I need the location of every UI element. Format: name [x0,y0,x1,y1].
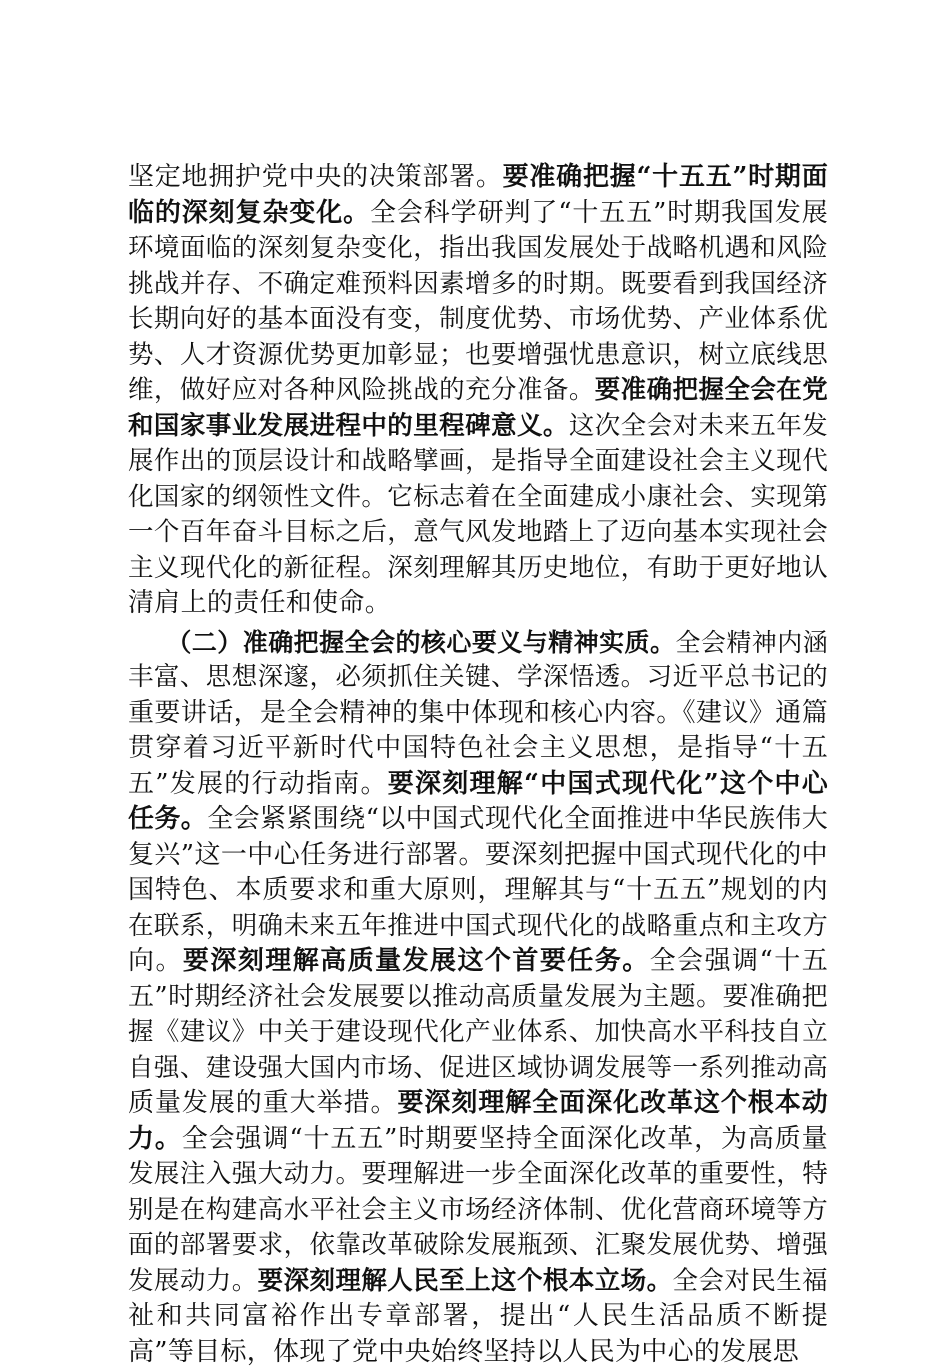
text-run: 在联系，明确未来五年推进中国式现代化的战略重点和主攻方 [128,911,828,941]
text-line [128,1015,828,1051]
text-run: 全会精神内涵 [675,628,828,657]
text-run: 国特色、本质要求和重大原则，理解其与“十五五”规划的内 [128,875,828,905]
text-run: 向。 [128,946,183,976]
text-line [128,1335,828,1370]
text-line [128,1122,828,1158]
text-run: 环境面临的深刻复杂变化，指出我国发展处于战略机遇和风险 [128,233,828,263]
text-line [128,980,828,1016]
text-run: 全会紧紧围绕“以中国式现代化全面推进中华民族伟大 [207,804,828,834]
text-run: 握《建议》中关于建设现代化产业体系、加快高水平科技自立 [128,1017,828,1047]
bold-text-run: 要深刻理解高质量发展这个首要任务。 [183,946,650,976]
bold-text-run: 任务。 [128,804,207,834]
text-line [128,909,828,945]
text-line [128,731,828,767]
text-line [128,231,828,267]
text-line [128,551,828,587]
text-line [128,586,828,622]
text-line [128,1264,828,1300]
text-run: 坚定地拥护党中央的决策部署。 [128,162,503,192]
bold-text-run: 临的深刻复杂变化。 [128,198,370,228]
text-line [128,944,828,980]
bold-text-run: （二）准确把握全会的核心要义与精神实质。 [128,628,675,657]
text-run: 这次全会对未来五年发 [569,411,828,441]
text-run: 质量发展的重大举措。 [128,1088,397,1118]
text-line [128,660,828,696]
text-line [128,873,828,909]
paragraph [128,160,828,622]
text-line [128,802,828,838]
bold-text-run: 要深刻理解全面深化改革这个根本动 [397,1088,828,1118]
text-run: 维，做好应对各种风险挑战的充分准备。 [128,375,595,405]
text-line [128,767,828,803]
text-run: 发展注入强大动力。要理解进一步全面深化改革的重要性，特 [128,1159,828,1189]
text-run: 丰富、思想深邃，必须抓住关键、学深悟透。习近平总书记的 [128,662,828,692]
text-line [128,302,828,338]
bold-text-run: 要深刻理解“中国式现代化”这个中心 [388,769,828,799]
text-run: 发展动力。 [128,1266,258,1296]
text-run: 全会科学研判了“十五五”时期我国发展 [370,198,828,228]
text-run: 五”时期经济社会发展要以推动高质量发展为主题。要准确把 [128,982,828,1012]
text-run: 展作出的顶层设计和战略擘画，是指导全面建设社会主义现代 [128,446,828,476]
text-run: 别是在构建高水平社会主义市场经济体制、优化营商环境等方 [128,1195,828,1225]
text-run: 清肩上的责任和使命。 [128,588,391,618]
text-line [128,1193,828,1229]
text-line [128,838,828,874]
text-run: 全会对民生福 [673,1266,828,1296]
text-run: 一个百年奋斗目标之后，意气风发地踏上了迈向基本实现社会 [128,517,828,547]
paragraph [128,625,828,1370]
text-run: 面的部署要求，依靠改革破除发展瓶颈、汇聚发展优势、增强 [128,1230,828,1260]
text-line [128,1157,828,1193]
text-run: 主义现代化的新征程。深刻理解其历史地位，有助于更好地认 [128,553,828,583]
text-line [128,196,828,232]
text-run: 全会强调“十五五”时期要坚持全面深化改革，为高质量 [182,1124,828,1154]
body-text [128,160,828,1370]
text-run: 势、人才资源优势更加彰显；也要增强忧患意识，树立底线思 [128,340,828,370]
bold-text-run: 要深刻理解人民至上这个根本立场。 [258,1266,673,1296]
text-line [128,515,828,551]
text-line [128,1086,828,1122]
text-line [128,1051,828,1087]
bold-text-run: 要准确把握全会在党 [595,375,828,405]
text-line [128,160,828,196]
text-run: 高”等目标，体现了党中央始终坚持以人民为中心的发展思 [128,1337,799,1367]
text-line [128,267,828,303]
text-line [128,338,828,374]
text-run: 化国家的纲领性文件。它标志着在全面建成小康社会、实现第 [128,482,828,512]
text-line [128,444,828,480]
text-run: 自强、建设强大国内市场、促进区域协调发展等一系列推动高 [128,1053,828,1083]
text-line [128,480,828,516]
text-run: 五”发展的行动指南。 [128,769,388,799]
text-line [128,1228,828,1264]
text-line [128,373,828,409]
bold-text-run: 和国家事业发展进程中的里程碑意义。 [128,411,569,441]
text-run: 复兴”这一中心任务进行部署。要深刻把握中国式现代化的中 [128,840,828,870]
text-run: 挑战并存、不确定难预料因素增多的时期。既要看到我国经济 [128,269,828,299]
text-line [128,696,828,732]
text-line [128,409,828,445]
bold-text-run: 要准确把握“十五五”时期面 [503,162,828,192]
text-run: 全会强调“十五 [650,946,828,976]
text-run: 长期向好的基本面没有变，制度优势、市场优势、产业体系优 [128,304,828,334]
text-run: 重要讲话，是全会精神的集中体现和核心内容。《建议》通篇 [128,698,828,728]
bold-text-run: 力。 [128,1124,182,1154]
text-run: 祉和共同富裕作出专章部署，提出“人民生活品质不断提 [128,1301,828,1331]
text-line [128,1299,828,1335]
text-line [128,625,828,661]
text-run: 贯穿着习近平新时代中国特色社会主义思想，是指导“十五 [128,733,828,763]
